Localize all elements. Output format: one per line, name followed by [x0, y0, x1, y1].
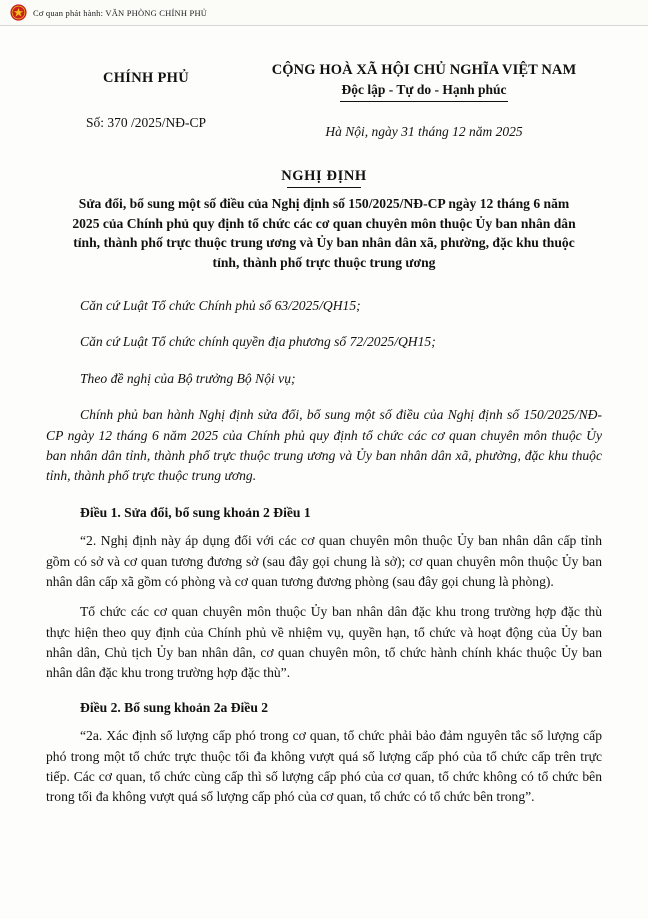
issuer-bar: [0, 0, 648, 26]
legal-basis-2: Căn cứ Luật Tổ chức chính quyền địa phương số 72/2025/QH15;: [80, 334, 436, 350]
national-title: CỘNG HOÀ XÃ HỘI CHỦ NGHĨA VIỆT NAM: [271, 62, 577, 78]
article-1-paragraph-1: “2. Nghị định này áp dụng đối với các cơ quan chuyên môn thuộc Ủy ban nhân dân cấp tỉnh gồm có sở và cơ quan tương đương sở (sau đây gọi chung là sở); cơ quan chuyên môn thuộc Ủy ban nhân dân cấp xã gồm có phòng và cơ quan tương đương phòng (sau đây gọi chung là phòng).: [46, 533, 602, 589]
article-1-heading: Điều 1. Sửa đổi, bổ sung khoản 2 Điều 1: [80, 504, 311, 520]
title-block: [46, 168, 602, 273]
page-title: Sửa đổi, bổ sung một số điều của Nghị định số 150/2025/NĐ-CP ngày 12 tháng 6 năm 2025 của Chính phủ quy định tổ chức các cơ quan chuyên môn thuộc Ủy ban nhân dân tỉnh, thành phố trực thuộc trung ương và Ủy ban nhân dân xã, phường, đặc khu thuộc tỉnh, thành phố trực thuộc trung ương: [72, 196, 576, 271]
header-right-block: [246, 62, 602, 140]
legal-basis-3: Theo đề nghị của Bộ trưởng Bộ Nội vụ;: [80, 370, 296, 386]
document-body: [46, 296, 602, 818]
header-left-block: [46, 62, 246, 131]
article-2-paragraph-1: “2a. Xác định số lượng cấp phó trong cơ quan, tổ chức phải bảo đảm nguyên tắc số lượng cấp phó trong một tổ chức trực thuộc tối đa không vượt quá số lượng cấp phó của tổ chức cấp trên trực tiếp. Các cơ quan, tổ chức cùng cấp thì số lượng cấp phó của cơ quan, tổ chức không có tổ chức bên trong tối đa không vượt quá số lượng cấp phó của cơ quan, tổ chức có tổ chức bên trong”.: [46, 728, 602, 805]
issuer-label: Cơ quan phát hành: VĂN PHÒNG CHÍNH PHỦ: [33, 7, 208, 18]
document-type: NGHỊ ĐỊNH: [281, 168, 367, 184]
national-motto: Độc lập - Tự do - Hạnh phúc: [341, 82, 507, 97]
national-emblem-icon: [10, 4, 27, 21]
article-1-paragraph-2: Tổ chức các cơ quan chuyên môn thuộc Ủy ban nhân dân đặc khu trong trường hợp đặc thù thực hiện theo quy định của Chính phủ về nhiệm vụ, quyền hạn, tổ chức và hoạt động của Ủy ban nhân dân, Chủ tịch Ủy ban nhân dân, cơ quan chuyên môn, tổ chức hành chính khác thuộc Ủy ban nhân dân đặc khu trong trường hợp đặc thù”.: [46, 604, 602, 681]
legal-basis-1: Căn cứ Luật Tổ chức Chính phủ số 63/2025/QH15;: [80, 298, 361, 313]
document-type-divider: [287, 187, 361, 188]
motto-divider: [340, 101, 508, 102]
article-2-heading: Điều 2. Bổ sung khoản 2a Điều 2: [80, 699, 269, 715]
issuing-organization: CHÍNH PHỦ: [102, 70, 190, 86]
document-header: [0, 62, 648, 140]
preamble-paragraph: Chính phủ ban hành Nghị định sửa đổi, bổ sung một số điều của Nghị định số 150/2025/NĐ-CP ngày 12 tháng 6 năm 2025 của Chính phủ quy định tổ chức các cơ quan chuyên môn thuộc Ủy ban nhân dân tỉnh, thành phố trực thuộc trung ương và Ủy ban nhân dân xã, phường, đặc khu thuộc tỉnh, thành phố trực thuộc trung ương.: [46, 407, 602, 484]
place-and-date: Hà Nội, ngày 31 tháng 12 năm 2025: [325, 124, 523, 139]
document-number: Số: 370 /2025/NĐ-CP: [85, 115, 207, 130]
